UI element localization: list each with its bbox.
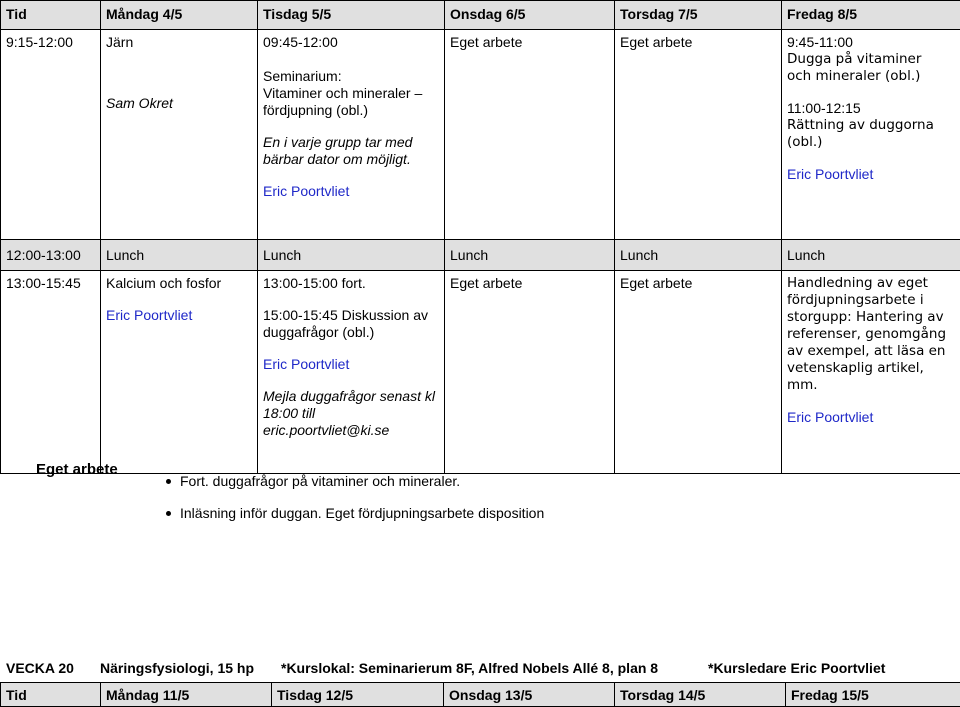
notes-title: Eget arbete: [36, 461, 118, 478]
thursday-lunch: Lunch: [615, 240, 782, 271]
course-location: *Kurslokal: Seminarierum 8F, Alfred Nobels Allé 8, plan 8: [281, 660, 658, 676]
monday-morning-title: Järn: [106, 34, 252, 51]
list-item: Inläsning inför duggan. Eget fördjupningsarbete disposition: [180, 504, 544, 522]
header-row: [1, 1, 960, 30]
course-name: Näringsfysiologi, 15 hp: [100, 660, 254, 676]
friday-afternoon-text2: storgupp: Hantering av referenser, genomgång av exempel, att läsa en vetenskaplig artikel, mm.: [787, 309, 957, 394]
monday-afternoon-title: Kalcium och fosfor: [106, 275, 252, 292]
week-info-line: [0, 660, 960, 680]
friday-morning-teacher: Eric Poortvliet: [787, 166, 955, 183]
tuesday-morning-cell: [258, 30, 445, 240]
thursday-morning-cell: Eget arbete: [615, 30, 782, 240]
lunch-row: [1, 240, 960, 271]
notes-list: [160, 472, 544, 536]
friday-morning-text2: Rättning av duggorna (obl.): [787, 117, 937, 151]
friday-afternoon-text1: Handledning av eget fördjupningsarbete i: [787, 275, 957, 309]
tuesday-afternoon-line1: 13:00-15:00 fort.: [263, 275, 439, 292]
wednesday-lunch: Lunch: [445, 240, 615, 271]
header-day-tuesday: Tisdag 5/5: [258, 1, 445, 30]
thursday-afternoon-cell: Eget arbete: [615, 271, 782, 474]
tuesday-morning-time: 09:45-12:00: [263, 34, 439, 51]
next-week-header-row: [1, 683, 960, 707]
next-header-day-friday: Fredag 15/5: [786, 683, 960, 707]
time-lunch: 12:00-13:00: [1, 240, 101, 271]
next-header-day-wednesday: Onsdag 13/5: [444, 683, 615, 707]
friday-afternoon-teacher: Eric Poortvliet: [787, 409, 955, 426]
header-day-friday: Fredag 8/5: [782, 1, 960, 30]
next-header-tid: Tid: [1, 683, 101, 707]
tuesday-afternoon-note: Mejla duggafrågor senast kl 18:00 till eric.poortvliet@ki.se: [263, 388, 438, 439]
monday-morning-teacher: Sam Okret: [106, 95, 252, 112]
friday-morning-time1: 9:45-11:00: [787, 34, 955, 51]
next-week-header-table: [0, 682, 960, 707]
week-number: VECKA 20: [6, 660, 74, 676]
header-day-wednesday: Onsdag 6/5: [445, 1, 615, 30]
morning-row: [1, 30, 960, 240]
tuesday-afternoon-teacher: Eric Poortvliet: [263, 356, 439, 373]
course-leader: *Kursledare Eric Poortvliet: [708, 660, 885, 676]
time-morning: 9:15-12:00: [1, 30, 101, 240]
monday-morning-cell: [101, 30, 258, 240]
tuesday-morning-note: En i varje grupp tar med bärbar dator om möjligt.: [263, 134, 433, 168]
monday-lunch: Lunch: [101, 240, 258, 271]
next-header-day-thursday: Torsdag 14/5: [615, 683, 786, 707]
wednesday-morning-cell: Eget arbete: [445, 30, 615, 240]
list-item: Fort. duggafrågor på vitaminer och mineraler.: [180, 472, 544, 490]
tuesday-morning-line3: fördjupning (obl.): [263, 102, 439, 119]
friday-morning-text1: Dugga på vitaminer och mineraler (obl.): [787, 51, 947, 85]
header-tid: Tid: [1, 1, 101, 30]
next-header-day-monday: Måndag 11/5: [101, 683, 272, 707]
tuesday-morning-line2: Vitaminer och mineraler –: [263, 85, 439, 102]
time-afternoon: 13:00-15:45: [1, 271, 101, 474]
notes-section: [0, 444, 960, 644]
wednesday-afternoon-cell: Eget arbete: [445, 271, 615, 474]
tuesday-lunch: Lunch: [258, 240, 445, 271]
header-day-thursday: Torsdag 7/5: [615, 1, 782, 30]
friday-lunch: Lunch: [782, 240, 960, 271]
tuesday-morning-line1: Seminarium:: [263, 68, 439, 85]
friday-morning-cell: [782, 30, 960, 240]
monday-afternoon-teacher: Eric Poortvliet: [106, 307, 252, 324]
header-day-monday: Måndag 4/5: [101, 1, 258, 30]
friday-morning-time2: 11:00-12:15: [787, 100, 955, 117]
tuesday-morning-teacher: Eric Poortvliet: [263, 183, 439, 200]
tuesday-afternoon-line2: 15:00-15:45 Diskussion av duggafrågor (obl.): [263, 307, 438, 341]
next-header-day-tuesday: Tisdag 12/5: [272, 683, 444, 707]
